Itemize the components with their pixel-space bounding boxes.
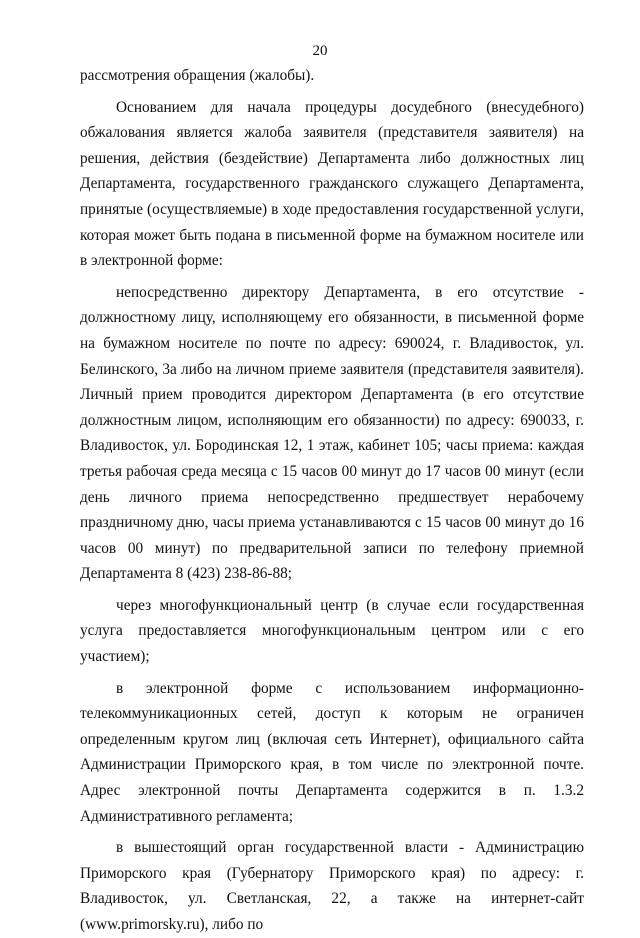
paragraph-higher-authority: в вышестоящий орган государственной власти - Администрацию Приморского края (Губернатору Приморского края) по адресу: г. Владивосток, ул. Светланская, 22, а также на интернет-сайт (www.primorsky.ru), либо по bbox=[80, 839, 584, 933]
page-number: 20 bbox=[312, 43, 328, 59]
paragraph-direct-to-director: непосредственно директору Департамента, в его отсутствие - должностному лицу, исполняющему его обязанности, в письменной форме на бумажном носителе по почте по адресу: 690024, г. Владивосток, ул. Белинского, 3а либо на личном приеме заявителя (представителя заявителя). Личный прием проводится директором Департамента (в его отсутствие должностным лицом, исполняющим его обязанности) по адресу: 690033, г. Владивосток, ул. Бородинская 12, 1 этаж, кабинет 105; часы приема: каждая третья рабочая среда месяца с 15 часов 00 минут до 17 часов 00 минут (если день личного приема непосредственно предшествует нерабочему праздничному дню, часы приема устанавливаются с 15 часов 00 минут до 16 часов 00 минут) по предварительной записи по телефону приемной Департамента 8 (423) 238-86-88; bbox=[80, 283, 584, 583]
paragraph-appeal-grounds: Основанием для начала процедуры досудебного (внесудебного) обжалования является жалоба заявителя (представителя заявителя) на решения, действия (бездействие) Департамента либо должностных лиц Департамента, государственного гражданского служащего Департамента, принятые (осуществляемые) в ходе предоставления государственной услуги, которая может быть подана в письменной форме на бумажном носителе или в электронной форме: bbox=[80, 98, 584, 270]
paragraph-via-mfc: через многофункциональный центр (в случае если государственная услуга предоставляется многофункциональным центром или с его участием); bbox=[80, 596, 584, 666]
paragraph-continuation: рассмотрения обращения (жалобы). bbox=[80, 67, 315, 84]
paragraph-electronic-form: в электронной форме с использованием информационно-телекоммуникационных сетей, доступ к которым не ограничен определенным кругом лиц (включая сеть Интернет), официального сайта Администрации Приморского края, в том числе по электронной почте. Адрес электронной почты Департамента содержится в п. 1.3.2 Административного регламента; bbox=[80, 679, 584, 825]
document-body bbox=[80, 63, 584, 938]
